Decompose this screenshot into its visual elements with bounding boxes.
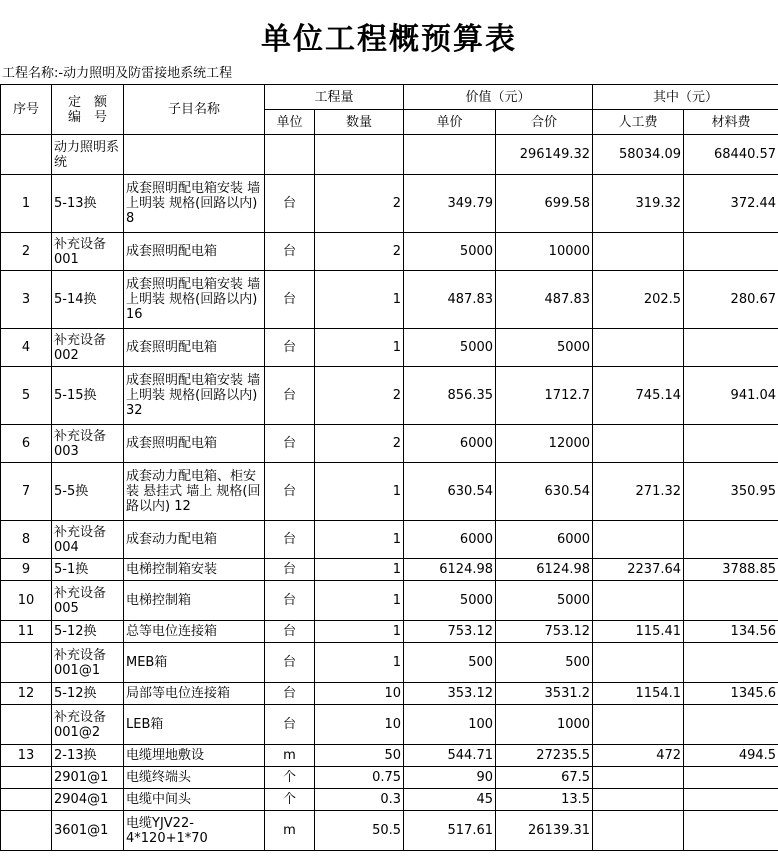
cell-name: 成套照明配电箱 <box>124 233 265 271</box>
cell-code: 补充设备002 <box>52 329 124 367</box>
cell-unit: 台 <box>265 705 315 745</box>
cell-name: 成套照明配电箱安装 墙上明装 规格(回路以内) 32 <box>124 367 265 425</box>
cell-price: 500 <box>404 643 496 683</box>
cell-labor <box>593 521 684 559</box>
cell-price: 349.79 <box>404 175 496 233</box>
cell-code: 5-14换 <box>52 271 124 329</box>
cell-material <box>684 581 778 621</box>
cell-code: 补充设备001@2 <box>52 705 124 745</box>
cell-qty <box>315 135 404 175</box>
cell-labor: 58034.09 <box>593 135 684 175</box>
cell-material <box>684 767 778 789</box>
cell-qty: 2 <box>315 175 404 233</box>
cell-price: 6124.98 <box>404 559 496 581</box>
cell-code: 5-15换 <box>52 367 124 425</box>
cell-total: 12000 <box>496 425 593 463</box>
cell-code: 2904@1 <box>52 789 124 811</box>
cell-seq <box>1 811 52 851</box>
cell-total: 487.83 <box>496 271 593 329</box>
cell-seq: 8 <box>1 521 52 559</box>
cell-seq <box>1 789 52 811</box>
cell-unit: 台 <box>265 683 315 705</box>
cell-unit: 台 <box>265 621 315 643</box>
page-title: 单位工程概预算表 <box>261 22 517 57</box>
cell-labor: 472 <box>593 745 684 767</box>
cell-name: 电梯控制箱 <box>124 581 265 621</box>
cell-name: 电缆终端头 <box>124 767 265 789</box>
cell-material: 68440.57 <box>684 135 778 175</box>
table-row <box>1 745 778 767</box>
cell-price: 6000 <box>404 425 496 463</box>
header-seq: 序号 <box>1 85 52 135</box>
cell-total: 26139.31 <box>496 811 593 851</box>
table-row <box>1 789 778 811</box>
cell-seq: 13 <box>1 745 52 767</box>
cell-qty: 2 <box>315 367 404 425</box>
header-unit-price: 单价 <box>404 110 496 135</box>
cell-total: 67.5 <box>496 767 593 789</box>
cell-price: 856.35 <box>404 367 496 425</box>
cell-qty: 1 <box>315 329 404 367</box>
cell-name: 成套照明配电箱 <box>124 329 265 367</box>
cell-material: 494.5 <box>684 745 778 767</box>
header-item-name: 子目名称 <box>124 85 265 135</box>
cell-code: 2-13换 <box>52 745 124 767</box>
cell-code: 5-12换 <box>52 683 124 705</box>
cell-qty: 1 <box>315 463 404 521</box>
cell-total: 5000 <box>496 329 593 367</box>
cell-price: 45 <box>404 789 496 811</box>
cell-name: LEB箱 <box>124 705 265 745</box>
cell-material: 3788.85 <box>684 559 778 581</box>
cell-seq: 1 <box>1 175 52 233</box>
cell-code: 5-13换 <box>52 175 124 233</box>
cell-qty: 1 <box>315 621 404 643</box>
cell-material <box>684 521 778 559</box>
cell-total: 6000 <box>496 521 593 559</box>
cell-name: 成套照明配电箱安装 墙上明装 规格(回路以内) 16 <box>124 271 265 329</box>
header-quota-line1: 定 额 <box>67 94 107 110</box>
cell-seq: 11 <box>1 621 52 643</box>
cell-code: 补充设备001@1 <box>52 643 124 683</box>
cell-name: 成套动力配电箱、柜安装 悬挂式 墙上 规格(回路以内) 12 <box>124 463 265 521</box>
cell-name: 局部等电位连接箱 <box>124 683 265 705</box>
cell-price: 100 <box>404 705 496 745</box>
cell-total: 699.58 <box>496 175 593 233</box>
cell-total: 1000 <box>496 705 593 745</box>
cell-code: 5-5换 <box>52 463 124 521</box>
header-value-group: 价值（元） <box>404 85 593 110</box>
project-name: 工程名称:-动力照明及防雷接地系统工程 <box>2 66 233 81</box>
cell-price: 5000 <box>404 233 496 271</box>
cell-material: 134.56 <box>684 621 778 643</box>
cell-code: 补充设备003 <box>52 425 124 463</box>
header-quota-line2: 编 号 <box>67 109 107 125</box>
table-row <box>1 683 778 705</box>
cell-material: 1345.6 <box>684 683 778 705</box>
cell-code: 补充设备004 <box>52 521 124 559</box>
cell-total: 1712.7 <box>496 367 593 425</box>
cell-labor: 1154.1 <box>593 683 684 705</box>
cell-seq: 12 <box>1 683 52 705</box>
cell-unit: 台 <box>265 425 315 463</box>
cell-total: 3531.2 <box>496 683 593 705</box>
cell-qty: 50 <box>315 745 404 767</box>
cell-labor: 115.41 <box>593 621 684 643</box>
cell-labor <box>593 425 684 463</box>
cell-unit: 台 <box>265 271 315 329</box>
cell-qty: 1 <box>315 559 404 581</box>
table-row <box>1 767 778 789</box>
cell-qty: 1 <box>315 581 404 621</box>
cell-labor <box>593 705 684 745</box>
cell-qty: 0.3 <box>315 789 404 811</box>
cell-price: 5000 <box>404 581 496 621</box>
cell-code: 动力照明系统 <box>52 135 124 175</box>
cell-total: 13.5 <box>496 789 593 811</box>
cell-unit: 个 <box>265 767 315 789</box>
table-row <box>1 521 778 559</box>
cell-unit: 台 <box>265 521 315 559</box>
cell-qty: 2 <box>315 233 404 271</box>
cell-seq: 7 <box>1 463 52 521</box>
cell-labor <box>593 329 684 367</box>
cell-unit <box>265 135 315 175</box>
table-row <box>1 175 778 233</box>
cell-total: 753.12 <box>496 621 593 643</box>
cell-material <box>684 329 778 367</box>
header-quantity-group: 工程量 <box>265 85 404 110</box>
cell-name: 总等电位连接箱 <box>124 621 265 643</box>
header-among-group: 其中（元） <box>593 85 778 110</box>
table-row <box>1 811 778 851</box>
cell-name <box>124 135 265 175</box>
cell-material <box>684 233 778 271</box>
cell-name: 电缆YJV22-4*120+1*70 <box>124 811 265 851</box>
cell-price: 753.12 <box>404 621 496 643</box>
cell-name: 成套动力配电箱 <box>124 521 265 559</box>
table-row <box>1 367 778 425</box>
cell-unit: 台 <box>265 175 315 233</box>
cell-material <box>684 643 778 683</box>
cell-total: 630.54 <box>496 463 593 521</box>
cell-code: 3601@1 <box>52 811 124 851</box>
cell-qty: 10 <box>315 705 404 745</box>
cell-total: 500 <box>496 643 593 683</box>
table-row <box>1 271 778 329</box>
cell-price <box>404 135 496 175</box>
cell-price: 630.54 <box>404 463 496 521</box>
cell-price: 487.83 <box>404 271 496 329</box>
cell-material: 372.44 <box>684 175 778 233</box>
cell-unit: 台 <box>265 233 315 271</box>
cell-material <box>684 425 778 463</box>
table-row <box>1 329 778 367</box>
cell-total: 6124.98 <box>496 559 593 581</box>
header-quota-code <box>52 85 124 135</box>
budget-table <box>0 84 778 851</box>
cell-total: 5000 <box>496 581 593 621</box>
cell-name: MEB箱 <box>124 643 265 683</box>
cell-material: 280.67 <box>684 271 778 329</box>
cell-material: 350.95 <box>684 463 778 521</box>
cell-unit: 台 <box>265 581 315 621</box>
cell-qty: 1 <box>315 521 404 559</box>
cell-unit: m <box>265 811 315 851</box>
cell-unit: 台 <box>265 643 315 683</box>
cell-qty: 0.75 <box>315 767 404 789</box>
cell-labor: 2237.64 <box>593 559 684 581</box>
cell-seq: 4 <box>1 329 52 367</box>
cell-price: 90 <box>404 767 496 789</box>
header-unit: 单位 <box>265 110 315 135</box>
cell-seq: 5 <box>1 367 52 425</box>
cell-code: 2901@1 <box>52 767 124 789</box>
header-labor: 人工费 <box>593 110 684 135</box>
cell-unit: 台 <box>265 463 315 521</box>
cell-labor <box>593 643 684 683</box>
cell-qty: 50.5 <box>315 811 404 851</box>
cell-labor <box>593 767 684 789</box>
cell-unit: m <box>265 745 315 767</box>
cell-labor <box>593 789 684 811</box>
table-row <box>1 425 778 463</box>
cell-name: 电缆埋地敷设 <box>124 745 265 767</box>
cell-price: 353.12 <box>404 683 496 705</box>
cell-labor: 745.14 <box>593 367 684 425</box>
cell-seq: 2 <box>1 233 52 271</box>
table-row <box>1 135 778 175</box>
cell-seq <box>1 767 52 789</box>
table-row <box>1 621 778 643</box>
cell-seq: 9 <box>1 559 52 581</box>
cell-price: 6000 <box>404 521 496 559</box>
cell-name: 成套照明配电箱 <box>124 425 265 463</box>
table-row <box>1 559 778 581</box>
cell-material: 941.04 <box>684 367 778 425</box>
table-body <box>1 135 778 851</box>
cell-total: 296149.32 <box>496 135 593 175</box>
cell-code: 5-12换 <box>52 621 124 643</box>
cell-seq <box>1 135 52 175</box>
cell-qty: 10 <box>315 683 404 705</box>
cell-labor: 319.32 <box>593 175 684 233</box>
table-row <box>1 233 778 271</box>
cell-labor <box>593 233 684 271</box>
header-qty: 数量 <box>315 110 404 135</box>
table-row <box>1 581 778 621</box>
cell-name: 电缆中间头 <box>124 789 265 811</box>
cell-code: 5-1换 <box>52 559 124 581</box>
table-row <box>1 463 778 521</box>
cell-unit: 台 <box>265 559 315 581</box>
cell-total: 27235.5 <box>496 745 593 767</box>
cell-labor: 271.32 <box>593 463 684 521</box>
cell-price: 5000 <box>404 329 496 367</box>
cell-seq: 6 <box>1 425 52 463</box>
cell-total: 10000 <box>496 233 593 271</box>
cell-name: 成套照明配电箱安装 墙上明装 规格(回路以内) 8 <box>124 175 265 233</box>
cell-unit: 个 <box>265 789 315 811</box>
header-material: 材料费 <box>684 110 778 135</box>
cell-seq: 10 <box>1 581 52 621</box>
table-row <box>1 643 778 683</box>
cell-qty: 1 <box>315 643 404 683</box>
cell-code: 补充设备005 <box>52 581 124 621</box>
cell-seq <box>1 705 52 745</box>
cell-unit: 台 <box>265 329 315 367</box>
header-total: 合价 <box>496 110 593 135</box>
cell-labor <box>593 811 684 851</box>
cell-unit: 台 <box>265 367 315 425</box>
cell-labor: 202.5 <box>593 271 684 329</box>
cell-material <box>684 789 778 811</box>
cell-price: 517.61 <box>404 811 496 851</box>
cell-material <box>684 705 778 745</box>
table-row <box>1 705 778 745</box>
cell-qty: 1 <box>315 271 404 329</box>
cell-name: 电梯控制箱安装 <box>124 559 265 581</box>
cell-labor <box>593 581 684 621</box>
cell-seq: 3 <box>1 271 52 329</box>
cell-code: 补充设备001 <box>52 233 124 271</box>
cell-material <box>684 811 778 851</box>
cell-qty: 2 <box>315 425 404 463</box>
cell-price: 544.71 <box>404 745 496 767</box>
cell-seq <box>1 643 52 683</box>
